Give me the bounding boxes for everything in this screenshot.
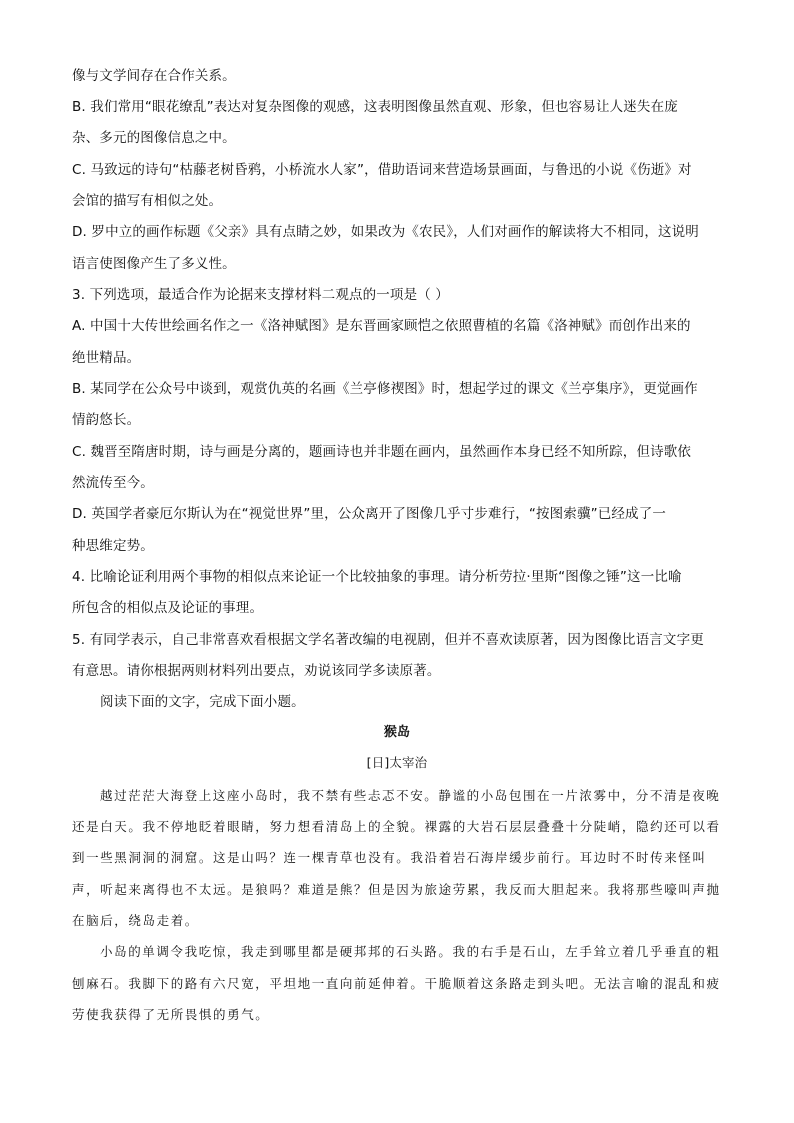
text-line: 种思维定势。 — [72, 538, 154, 554]
story-paragraph-line: 声，听起来离得也不太远。是狼吗？难道是熊？但是因为旅途劳累，我反而大胆起来。我将那些嚎叫声抛 — [72, 882, 721, 897]
option-a-line: A. 中国十大传世绘画名作之一《洛神赋图》是东晋画家顾恺之依照曹植的名篇《洛神赋》而创作出来的 — [72, 318, 691, 334]
question-3: 3. 下列选项，最适合作为论据来支撑材料二观点的一项是（ ） — [72, 287, 449, 303]
text-line: 会馆的描写有相似之处。 — [72, 193, 223, 209]
option-b-line: B. 我们常用“眼花缭乱”表达对复杂图像的观感，这表明图像虽然直观、形象，但也容易让人迷失在庞 — [72, 99, 678, 115]
text-line: 杂、多元的图像信息之中。 — [72, 130, 236, 146]
text-line: 有意思。请你根据两则材料列出要点，劝说该同学多读原著。 — [72, 663, 441, 679]
text-line: 然流传至今。 — [72, 475, 154, 491]
text-line: 情韵悠长。 — [72, 412, 141, 428]
story-paragraph-line: 小岛的单调令我吃惊，我走到哪里都是硬邦邦的石头路。我的右手是石山，左手耸立着几乎垂直的粗 — [100, 944, 721, 959]
reading-instruction: 阅读下面的文字，完成下面小题。 — [100, 694, 305, 710]
story-title: 猴岛 — [383, 725, 411, 740]
text-line: 语言使图像产生了多义性。 — [72, 256, 236, 272]
text-line: 像与文学间存在合作关系。 — [72, 68, 236, 84]
question-4: 4. 比喻论证利用两个事物的相似点来论证一个比较抽象的事理。请分析劳拉·里斯“图像之锤”这一比喻 — [72, 569, 682, 585]
text-line: 绝世精品。 — [72, 350, 141, 366]
option-c-line: C. 魏晋至隋唐时期，诗与画是分离的，题画诗也并非题在画内，虽然画作本身已经不知所踪，但诗歌依 — [72, 444, 692, 460]
story-author: [日]太宰治 — [366, 755, 428, 770]
option-c-line: C. 马致远的诗句“枯藤老树昏鸦，小桥流水人家”，借助语词来营造场景画面，与鲁迅的小说《伤逝》对 — [72, 162, 692, 178]
story-paragraph-line: 在脑后，绕岛走着。 — [72, 913, 199, 928]
story-paragraph-line: 还是白天。我不停地眨着眼睛，努力想看清岛上的全貌。裸露的大岩石层层叠叠十分陡峭，隐约还可以看 — [72, 819, 721, 834]
option-d-line: D. 罗中立的画作标题《父亲》具有点睛之妙，如果改为《农民》，人们对画作的解读将大不相同，这说明 — [72, 224, 699, 240]
story-paragraph-line: 劳使我获得了无所畏惧的勇气。 — [72, 1007, 270, 1022]
question-5: 5. 有同学表示，自己非常喜欢看根据文学名著改编的电视剧，但并不喜欢读原著，因为图像比语言文字更 — [72, 632, 704, 648]
option-b-line: B. 某同学在公众号中谈到，观赏仇英的名画《兰亭修禊图》时，想起学过的课文《兰亭集序》，更觉画作 — [72, 381, 698, 397]
story-paragraph-line: 刨麻石。我脚下的路有六尺宽，平坦地一直向前延伸着。干脆顺着这条路走到头吧。无法言喻的混乱和疲 — [72, 976, 721, 991]
option-d-line: D. 英国学者豪厄尔斯认为在“视觉世界”里，公众离开了图像几乎寸步难行，“按图索骥”已经成了一 — [72, 506, 667, 522]
story-paragraph-line: 到一些黑洞洞的洞窟。这是山吗？连一棵青草也没有。我沿着岩石海岸缓步前行。耳边时不时传来怪叫 — [72, 850, 707, 865]
text-line: 所包含的相似点及论证的事理。 — [72, 600, 264, 616]
story-paragraph-line: 越过茫茫大海登上这座小岛时，我不禁有些忐忑不安。静谧的小岛包围在一片浓雾中，分不清是夜晚 — [100, 788, 721, 803]
